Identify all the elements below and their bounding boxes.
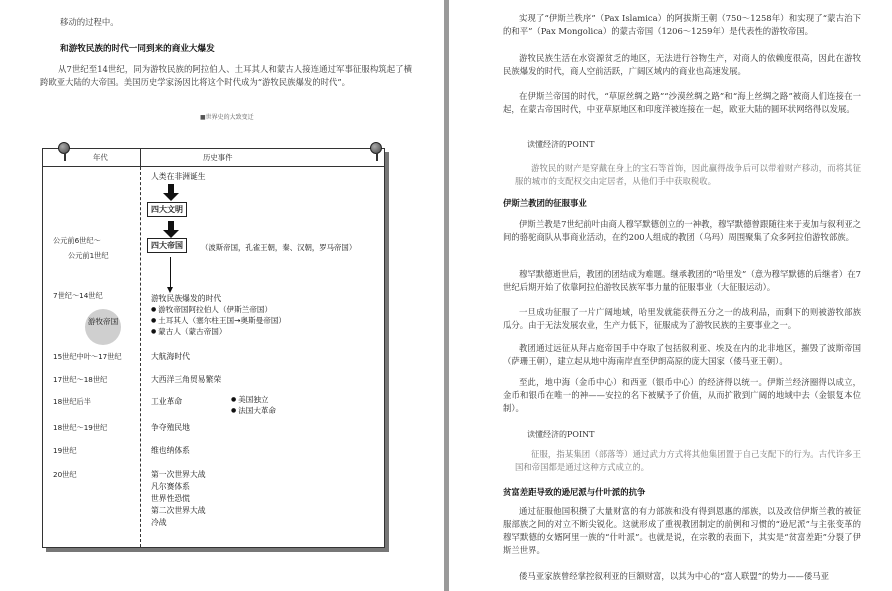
intro-paragraph: 从7世纪至14世纪，同为游牧民族的阿拉伯人、土耳其人和蒙古人接连通过军事征服构筑起了横跨欧亚大陆的大帝国。美国历史学家汤因比将这个时代成为“游牧民族爆发的时代”。 — [40, 64, 412, 87]
section-heading: 伊斯兰教团的征服事业 — [503, 198, 587, 208]
point-text: 征服，指某集团（部落等）通过武力方式将其他集团置于自己支配下的行为。古代许多王国和帝国都是通过这种方式成立的。 — [515, 449, 861, 472]
arrow-down-thin-icon — [170, 257, 171, 288]
list-item: ● 游牧帝国阿拉伯人（伊斯兰帝国） — [151, 304, 286, 315]
point-text: 游牧民的财产是穿戴在身上的宝石等首饰，因此赢得战争后可以带着财产移动，而将其征服的城市的支配权交由定居者，从他们手中获取税收。 — [515, 163, 861, 186]
event-row: 大西洋三角贸易繁荣 — [151, 375, 222, 384]
figure-caption: ■世界史的大致变迁 — [200, 114, 254, 121]
list-item: ● 蒙古人（蒙古帝国） — [151, 326, 286, 337]
event-row: 工业革命 — [151, 397, 183, 406]
paragraph: 穆罕默德逝世后，教团的团结成为难题。继承教团的“哈里发”（意为穆罕默德的后继者）在7世纪后期开始了依靠阿拉伯游牧民族军事力量的征服事业（大征服运动）。 — [503, 269, 861, 292]
timeline-divider — [140, 167, 141, 547]
nomad-list — [151, 304, 286, 337]
event-row: 第二次世界大战 — [151, 506, 206, 515]
timeline-figure — [42, 148, 385, 548]
column-era-label: 年代 — [93, 153, 108, 162]
nomad-empire-badge: 游牧帝国 — [85, 309, 121, 345]
paragraph: 通过征服他国积攒了大量财富的有力部族和没有得到恩惠的部族，以及改信伊斯兰教的被征服部族之间的对立不断尖锐化。这就形成了重视教团制定的前例和习惯的“逊尼派”与主张变革的穆罕默德的女婿阿里一族的“什叶派”。也就是说，在宗教的表面下，其实是“贫富差距”分裂了伊斯兰世界。 — [503, 506, 861, 555]
list-item: ● 法国大革命 — [231, 405, 276, 416]
header-divider — [140, 149, 141, 167]
era-row: 18世纪～19世纪 — [53, 423, 108, 432]
paragraph: 游牧民族生活在水资源贫乏的地区，无法进行谷物生产，对商人的依赖度很高，因此在游牧民族爆发的时代，商人空前活跃，广阔区域内的商业也高速发展。 — [503, 53, 861, 76]
box-four-civilizations: 四大文明 — [147, 202, 187, 217]
column-event-label: 历史事件 — [203, 153, 233, 162]
paragraph: 倭马亚家族曾经掌控叙利亚的巨额财富，以其为中心的“富人联盟”的势力——倭马亚 — [519, 571, 830, 581]
revolution-list — [231, 394, 276, 416]
paragraph: 实现了“伊斯兰秩序”（Pax Islamica）的阿拔斯王朝（750～1258年）和实现了“蒙古治下的和平”（Pax Mongolica）的蒙古帝国（1206～1259年）是代表性的游牧帝国。 — [503, 13, 861, 36]
right-page — [449, 0, 892, 591]
paragraph: 在伊斯兰帝国的时代，“草原丝绸之路”“沙漠丝绸之路”和“海上丝绸之路”被商人们连接在一起，在蒙古帝国时代，中亚草原地区和印度洋被连接在一起，欧亚大陆的圆环状网络得以发展。 — [503, 91, 861, 114]
paragraph: 伊斯兰教是7世纪前叶由商人穆罕默德创立的一神教，穆罕默德曾跟随往来于麦加与叙利亚之间的骆驼商队从事商业活动，在约200人组成的教团（乌玛）周围聚集了众多阿拉伯游牧部族。 — [503, 219, 861, 242]
four-empires-note: （波斯帝国，孔雀王朝，秦、汉朝，罗马帝国） — [201, 243, 357, 252]
top-line: 移动的过程中。 — [60, 17, 119, 27]
left-page — [0, 0, 444, 591]
paragraph: 一旦成功征服了一片广阔地域，哈里发就能获得五分之一的战利品，而剩下的则被游牧部族瓜分。由于无法发展农业，生产力低下，征服成为了游牧民族的主要事业之一。 — [503, 307, 861, 330]
list-item: ● 美国独立 — [231, 394, 276, 405]
era-row: 15世纪中叶～17世纪 — [53, 352, 122, 361]
event-row: 争夺殖民地 — [151, 423, 190, 432]
arrow-down-icon — [168, 221, 174, 231]
era-row: 19世纪 — [53, 446, 77, 455]
era-row: 17世纪～18世纪 — [53, 375, 108, 384]
event-row: 第一次世界大战 — [151, 470, 206, 479]
section-heading: 贫富差距导致的逊尼派与什叶派的抗争 — [503, 487, 646, 497]
event-row: 大航海时代 — [151, 352, 190, 361]
pushpin-icon — [370, 142, 382, 154]
event-row: 世界性恐慌 — [151, 494, 190, 503]
arrow-down-icon — [168, 184, 174, 194]
paragraph: 教团通过远征从拜占庭帝国手中夺取了包括叙利亚、埃及在内的北非地区，摧毁了波斯帝国（萨珊王朝），建立起从地中海南岸直至伊朗高原的庞大国家（倭马亚王朝）。 — [503, 343, 861, 366]
nomad-era-title: 游牧民族爆发的时代 — [151, 294, 222, 303]
event-row: 冷战 — [151, 518, 167, 527]
box-four-empires: 四大帝国 — [147, 238, 187, 253]
paragraph: 至此，地中海（金币中心）和西亚（银币中心）的经济得以统一。伊斯兰经济圈得以成立，金币和银币在唯一的神——安拉的名下被赋予了价值，从而扩散到广阔的地域中去（金银复本位制）。 — [503, 377, 861, 413]
era-7-14: 7世纪～14世纪 — [53, 291, 103, 300]
point-label: 读懂经济的POINT — [527, 140, 595, 149]
point-label: 读懂经济的POINT — [527, 430, 595, 439]
era-row: 20世纪 — [53, 470, 77, 479]
section-heading: 和游牧民族的时代一同到来的商业大爆发 — [60, 44, 215, 54]
era-bc6: 公元前6世纪～ — [53, 236, 101, 245]
list-item: ● 土耳其人（塞尔柱王国→奥斯曼帝国） — [151, 315, 286, 326]
timeline-header — [43, 149, 384, 167]
event-row: 维也纳体系 — [151, 446, 190, 455]
era-row: 18世纪后半 — [53, 397, 91, 406]
event-human-birth: 人类在非洲诞生 — [151, 172, 206, 181]
event-row: 凡尔赛体系 — [151, 482, 190, 491]
pushpin-icon — [58, 142, 70, 154]
era-bc1: 公元前1世纪 — [68, 251, 109, 260]
